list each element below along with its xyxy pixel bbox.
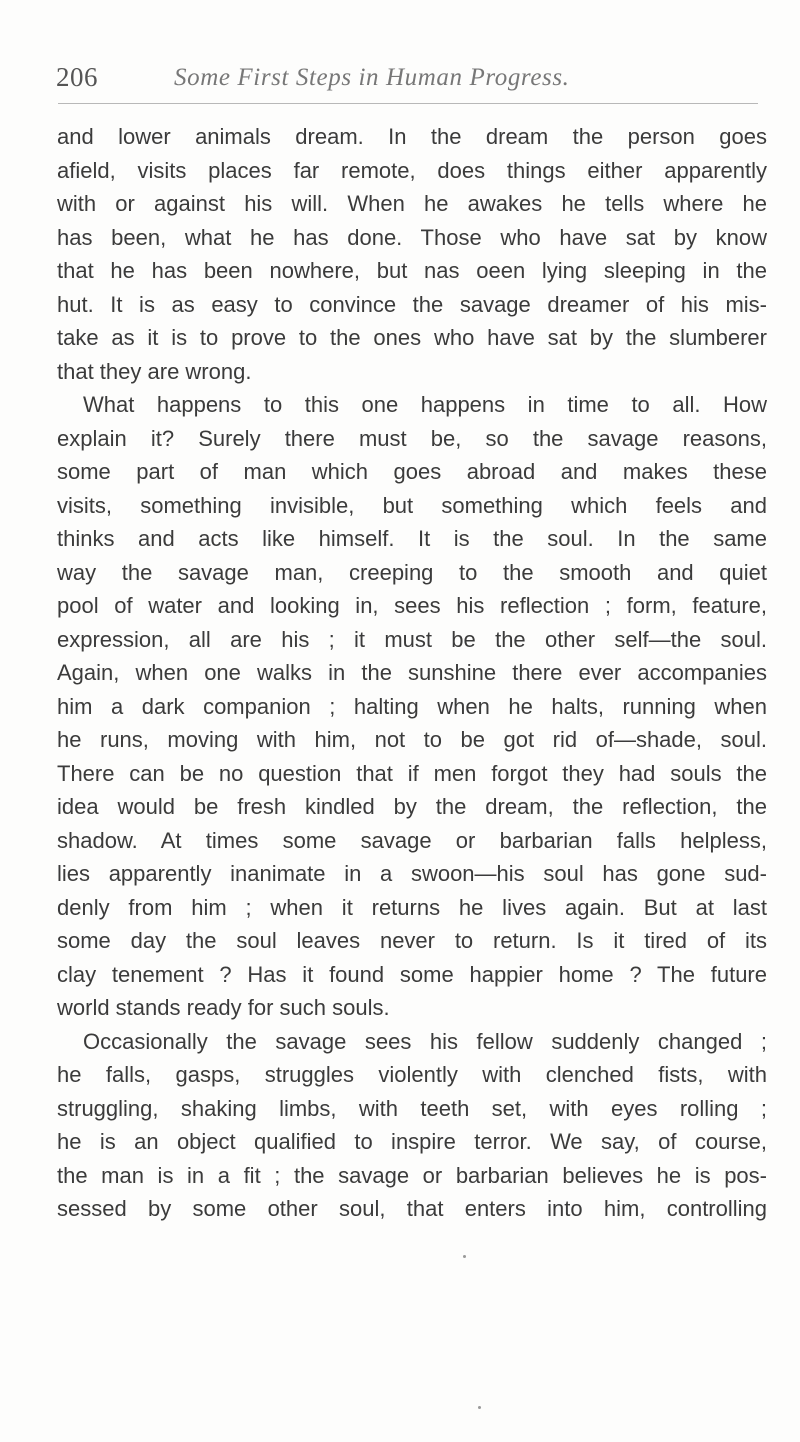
text-line: he falls, gasps, struggles violently with clenched fists, with bbox=[57, 1062, 767, 1087]
text-line: struggling, shaking limbs, with teeth set, with eyes rolling ; bbox=[57, 1095, 767, 1121]
text-line: hut. It is as easy to convince the savage dreamer of his mis- bbox=[57, 291, 767, 317]
text-line: has been, what he has done. Those who have sat by know bbox=[57, 224, 767, 250]
text-line: Occasionally the savage sees his fellow suddenly changed ; bbox=[83, 1028, 767, 1054]
text-line: lies apparently inanimate in a swoon—his soul has gone sud- bbox=[57, 861, 767, 886]
running-head bbox=[56, 62, 760, 98]
text-line: the man is in a fit ; the savage or barbarian believes he is pos- bbox=[57, 1162, 767, 1188]
page-number: 206 bbox=[56, 62, 98, 92]
text-line: he is an object qualified to inspire terror. We say, of course, bbox=[57, 1129, 767, 1154]
text-line: he runs, moving with him, not to be got rid of—shade, soul. bbox=[57, 727, 767, 752]
text-line: that they are wrong. bbox=[57, 358, 252, 384]
text-line: pool of water and looking in, sees his reflection ; form, feature, bbox=[57, 593, 767, 618]
body-text bbox=[57, 120, 767, 1226]
text-line: way the savage man, creeping to the smooth and quiet bbox=[57, 559, 767, 585]
text-line: take as it is to prove to the ones who have sat by the slumberer bbox=[57, 325, 767, 350]
text-line: and lower animals dream. In the dream the person goes bbox=[57, 124, 767, 149]
text-line: idea would be fresh kindled by the dream, the reflection, the bbox=[57, 794, 767, 819]
text-line: some part of man which goes abroad and makes these bbox=[57, 459, 767, 484]
ink-speck bbox=[478, 1406, 481, 1409]
text-line: world stands ready for such souls. bbox=[57, 995, 390, 1020]
text-line: explain it? Surely there must be, so the savage reasons, bbox=[57, 425, 767, 451]
text-line: visits, something invisible, but something which feels and bbox=[57, 492, 767, 518]
text-line: clay tenement ? Has it found some happier home ? The future bbox=[57, 961, 767, 987]
text-line: with or against his will. When he awakes he tells where he bbox=[57, 191, 767, 216]
text-line: denly from him ; when it returns he lives again. But at last bbox=[57, 894, 767, 920]
running-title: Some First Steps in Human Progress. bbox=[174, 64, 570, 91]
text-line: some day the soul leaves never to return. Is it tired of its bbox=[57, 928, 767, 953]
text-line: sessed by some other soul, that enters into him, controlling bbox=[57, 1196, 767, 1221]
text-line: What happens to this one happens in time to all. How bbox=[83, 392, 767, 417]
text-line: afield, visits places far remote, does things either apparently bbox=[57, 157, 767, 183]
text-line: Again, when one walks in the sunshine there ever accompanies bbox=[57, 660, 767, 685]
text-line: thinks and acts like himself. It is the soul. In the same bbox=[57, 526, 767, 551]
text-line: him a dark companion ; halting when he halts, running when bbox=[57, 693, 767, 719]
text-line: shadow. At times some savage or barbarian falls helpless, bbox=[57, 827, 767, 853]
text-line: expression, all are his ; it must be the other self—the soul. bbox=[57, 626, 767, 652]
text-line: that he has been nowhere, but nas oeen lying sleeping in the bbox=[57, 258, 767, 283]
text-line: There can be no question that if men forgot they had souls the bbox=[57, 760, 767, 786]
header-rule bbox=[58, 103, 758, 104]
ink-speck bbox=[463, 1255, 466, 1258]
